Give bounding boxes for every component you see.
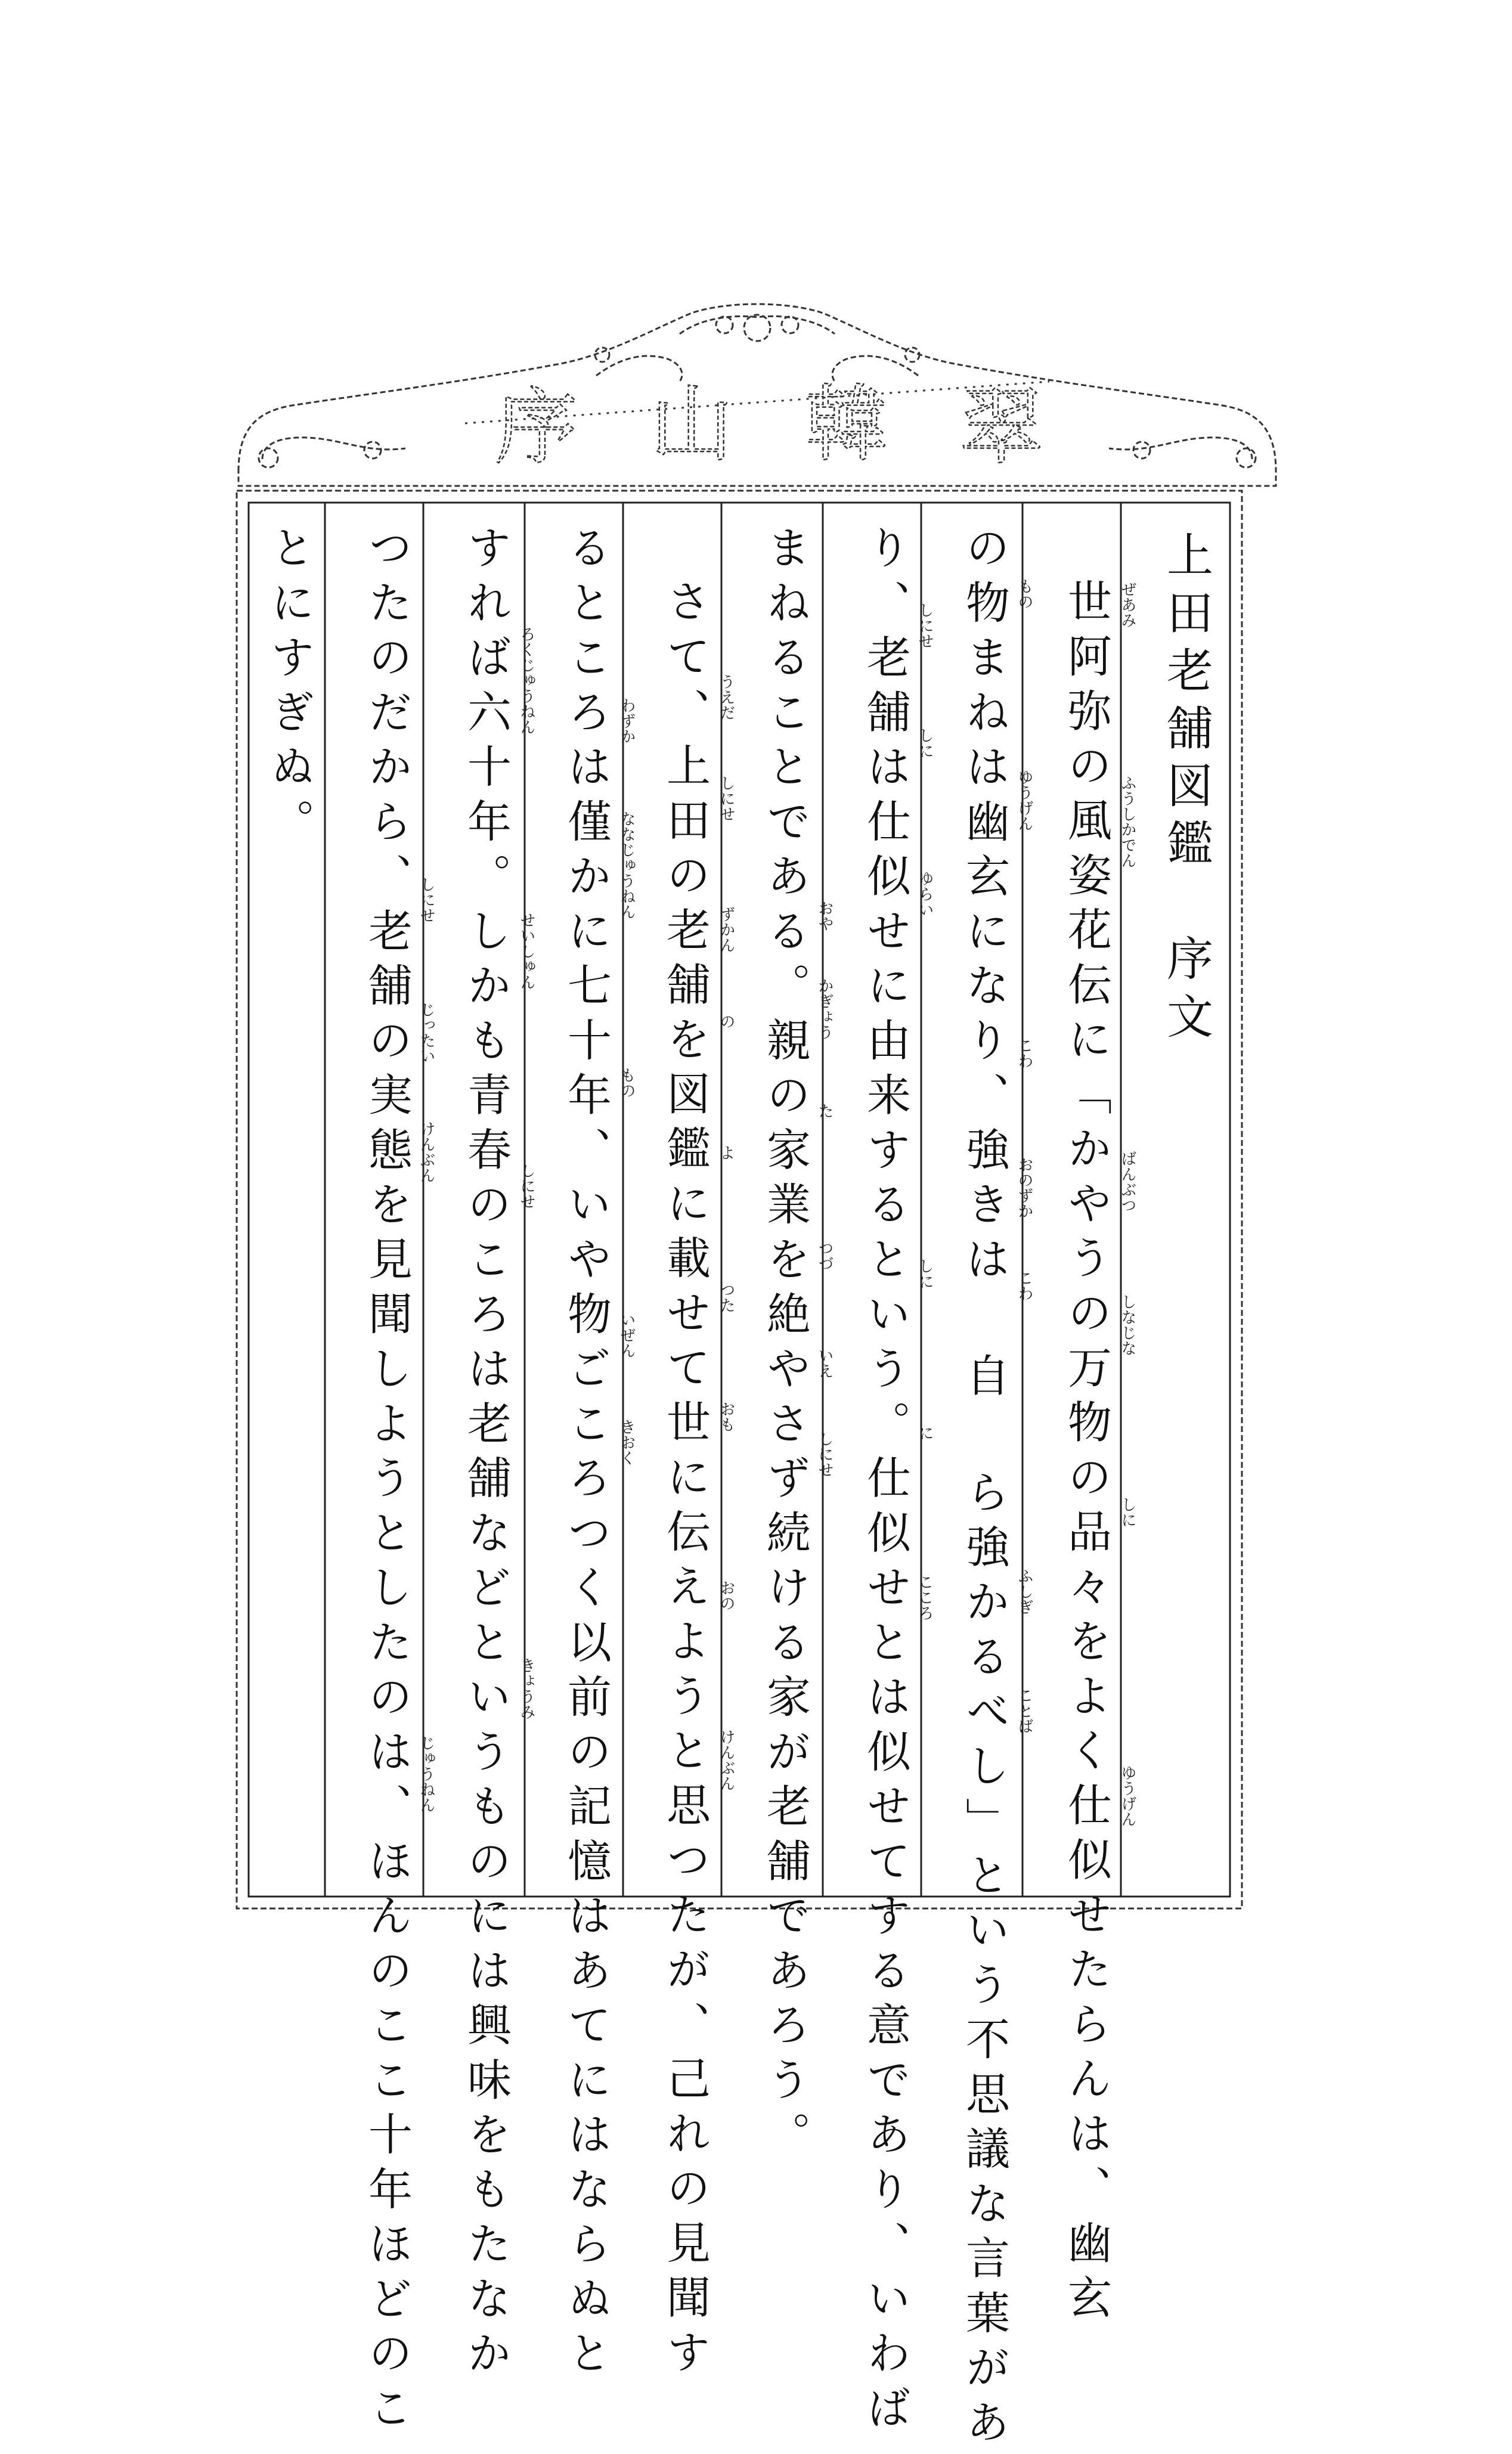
ruby-yo: よ — [717, 1145, 735, 1160]
ruby-fushigi: ふしぎ — [1015, 1568, 1033, 1615]
ruby-wazuka: わずか — [618, 698, 636, 744]
ruby-ueda: うえだ — [717, 674, 735, 720]
ruby-nanajuunen: ななじゅうねん — [618, 811, 636, 919]
plaque-char-3: 韓 — [804, 376, 889, 473]
ruby-no: の — [717, 1014, 735, 1029]
text-line-3: り、老舗は仕似せに由来するという。仕似せとは似せてする意であり、いわば — [860, 525, 911, 2440]
ruby-shini-1: しに — [1118, 1496, 1136, 1527]
ruby-shini-3: しに — [916, 1258, 934, 1289]
ruby-rokujuunen: ろくじゅうねん — [518, 626, 535, 735]
ruby-oya: おや — [816, 900, 834, 931]
ruby-shinise-4: しにせ — [518, 1163, 535, 1209]
ruby-fuushikaden: ふうしかでん — [1118, 775, 1136, 868]
ruby-omo: おも — [717, 1401, 735, 1432]
text-line-2: の物まねは幽玄になり、強きは 自 ら強かるべし」という不思議な言葉があ — [959, 525, 1010, 2454]
ruby-yurai: ゆらい — [916, 870, 934, 917]
ruby-kowa-2: こわ — [1015, 1270, 1033, 1301]
text-line-4: まねることである。親の家業を絶やさず続ける家が老舗であろう。 — [760, 525, 811, 2166]
text-line-8: つたのだから、老舗の実態を見聞しようとしたのは、ほんのここ十年ほどのこ — [361, 525, 413, 2440]
ruby-shini-2: しに — [916, 727, 934, 758]
ruby-kenbun-2: けんぶん — [417, 1121, 435, 1183]
ruby-kokoro: こころ — [916, 1574, 934, 1620]
plaque-signboard — [227, 292, 1288, 489]
text-line-1: 世阿弥の風姿花伝に「かやうの万物の品々をよく仕似せたらんは、幽玄 — [1061, 578, 1112, 2329]
ruby-shinise-3: しにせ — [717, 775, 735, 822]
ruby-onozuka: おのずか — [1015, 1157, 1033, 1219]
plaque-char-2: 山 — [649, 376, 734, 473]
ruby-shinise-5: しにせ — [417, 876, 435, 923]
ruby-kotoba: ことば — [1015, 1687, 1033, 1734]
ruby-zeami: ぜあみ — [1118, 581, 1136, 628]
ruby-zukan: ずかん — [717, 906, 735, 953]
ruby-tsuzu: つづ — [816, 1240, 834, 1271]
ruby-shinajina: しなじな — [1118, 1294, 1136, 1356]
ruby-ono: おの — [717, 1580, 735, 1611]
text-line-9: とにすぎぬ。 — [264, 525, 315, 853]
ruby-juunen: じゅうねん — [417, 1735, 435, 1812]
ruby-yuugen-1: ゆうげん — [1118, 1765, 1136, 1827]
ruby-banbutsu: ばんぶつ — [1118, 1151, 1136, 1213]
text-line-6: るところは僅かに七十年、いや物ごころつく以前の記憶はあてにはならぬと — [560, 525, 612, 2385]
ruby-ta: た — [816, 1103, 834, 1118]
ruby-kenbun-1: けんぶん — [717, 1729, 735, 1791]
ruby-kyoumi: きょうみ — [518, 1657, 535, 1719]
ruby-mono-2: もの — [618, 1067, 636, 1098]
ruby-yuugen-2: ゆうげん — [1015, 769, 1033, 831]
ruby-kowa-1: こわ — [1015, 1037, 1033, 1068]
text-line-7: すれば六十年。しかも青春のころは老舗などというものには興味をもたなか — [460, 525, 512, 2385]
text-line-5: さて、上田の老舗を図鑑に載せて世に伝えようと思つたが、己れの見聞す — [659, 578, 711, 2384]
ruby-jittai: じったい — [417, 1002, 435, 1064]
ruby-mono-1: もの — [1015, 578, 1033, 609]
ruby-kagyou: かぎょう — [816, 978, 834, 1040]
plaque-char-4: 翠 — [959, 379, 1044, 476]
ruby-seishun: せいしゅん — [518, 912, 535, 990]
plaque-char-1: 序 — [494, 379, 579, 476]
ruby-tsuta: つた — [717, 1282, 735, 1313]
ruby-ie: いえ — [816, 1347, 834, 1378]
ruby-ni: に — [916, 1425, 934, 1440]
ruby-izen: いぜん — [618, 1312, 636, 1358]
ruby-shinise-2: しにせ — [816, 1431, 834, 1477]
ruby-kioku: きおく — [618, 1419, 636, 1465]
preface-title: 上田老舗図鑑 序文 — [1159, 531, 1213, 1050]
ruby-shinise-1: しにせ — [916, 602, 934, 649]
